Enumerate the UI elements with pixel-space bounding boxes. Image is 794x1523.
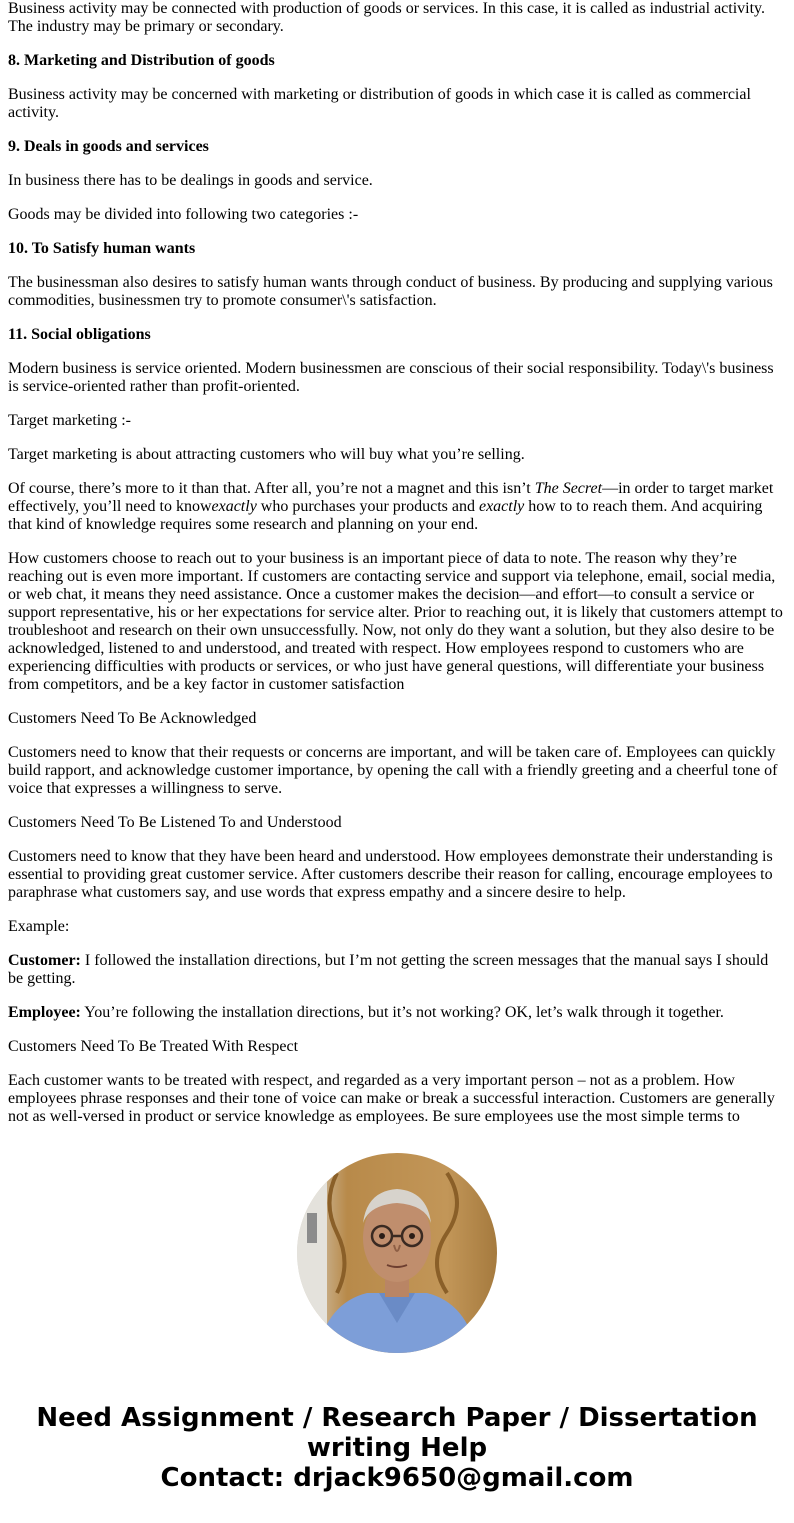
paragraph-customer-reach-out: How customers choose to reach out to your business is an important piece of data to note. The reason why they’re reaching out is even more important. If customers are contacting service and support via telephone, email, social media, or web chat, it means they need assistance. Once a customer makes the decision—and effort—to consult a service or support representative, his or her expectations for service alter. Prior to reaching out, it is likely that customers attempt to troubleshoot and research on their own unsuccessfully. Now, not only do they want a solution, but they also desire to be acknowledged, listened to and understood, and treated with respect. How employees respond to customers who are experiencing difficulties with products or services, or who just have general questions, will differentiate your business from competitors, and be a key factor in customer satisfaction xyxy=(8,550,783,693)
heading-treated-with-respect: Customers Need To Be Treated With Respect xyxy=(8,1038,299,1055)
promo-line-1: Need Assignment / Research Paper / Dissertation xyxy=(36,1403,758,1433)
promo-banner xyxy=(0,1403,794,1493)
paragraph-listened-understood: Customers need to know that they have been heard and understood. How employees demonstrate their understanding is essential to providing great customer service. After customers describe their reason for calling, encourage employees to paraphrase what customers say, and use words that express empathy and a sincere desire to help. xyxy=(8,848,773,901)
paragraph-treated-with-respect: Each customer wants to be treated with respect, and regarded as a very important person – not as a problem. How employees phrase responses and their tone of voice can make or break a successful interaction. Customers are generally not as well-versed in product or service knowledge as employees. Be sure employees use the most simple terms to xyxy=(8,1072,775,1124)
example-customer-line: Customer: I followed the installation directions, but I’m not getting the screen messages that the manual says I should be getting. xyxy=(8,952,769,987)
paragraph-of-course: Of course, there’s more to it than that. After all, you’re not a magnet and this isn’t The Secret—in order to target market effectively, you’ll need to knowexactly who purchases your products and exactly how to to reach them. And acquiring that kind of knowledge requires some research and planning on your end. xyxy=(8,480,774,533)
paragraph-human-wants: The businessman also desires to satisfy human wants through conduct of business. By producing and supplying various commodities, businessmen try to promote consumer\'s satisfaction. xyxy=(8,274,773,309)
heading-deals-goods-services: 9. Deals in goods and services xyxy=(8,138,209,155)
paragraph-target-definition: Target marketing is about attracting customers who will buy what you’re selling. xyxy=(8,446,525,463)
paragraph-industrial-activity: Business activity may be connected with production of goods or services. In this case, it is called as industrial activity. The industry may be primary or secondary. xyxy=(8,0,766,35)
paragraph-social-obligations: Modern business is service oriented. Modern businessmen are conscious of their social responsibility. Today\'s business is service-oriented rather than profit-oriented. xyxy=(8,360,774,395)
heading-social-obligations: 11. Social obligations xyxy=(8,326,151,343)
article-body xyxy=(8,0,786,1124)
paragraph-acknowledged: Customers need to know that their requests or concerns are important, and will be taken care of. Employees can quickly build rapport, and acknowledge customer importance, by opening the call with a friendly greeting and a cheerful tone of voice that expresses a willingness to serve. xyxy=(8,744,778,797)
heading-acknowledged: Customers Need To Be Acknowledged xyxy=(8,710,257,727)
label-target-marketing: Target marketing :- xyxy=(8,412,131,429)
heading-listened-understood: Customers Need To Be Listened To and Understood xyxy=(8,814,342,831)
heading-marketing-distribution: 8. Marketing and Distribution of goods xyxy=(8,52,275,69)
paragraph-commercial-activity: Business activity may be concerned with marketing or distribution of goods in which case it is called as commercial activity. xyxy=(8,86,751,121)
paragraph-goods-categories: Goods may be divided into following two categories :- xyxy=(8,206,359,223)
label-example: Example: xyxy=(8,918,70,935)
promo-line-2: writing Help xyxy=(306,1433,488,1463)
heading-satisfy-human-wants: 10. To Satisfy human wants xyxy=(8,240,196,257)
author-avatar xyxy=(297,1153,497,1353)
paragraph-dealings: In business there has to be dealings in goods and service. xyxy=(8,172,373,189)
promo-contact-email: Contact: drjack9650@gmail.com xyxy=(160,1463,634,1493)
author-portrait-illustration xyxy=(297,1153,497,1353)
example-employee-line: Employee: You’re following the installation directions, but it’s not working? OK, let’s walk through it together. xyxy=(8,1004,724,1021)
